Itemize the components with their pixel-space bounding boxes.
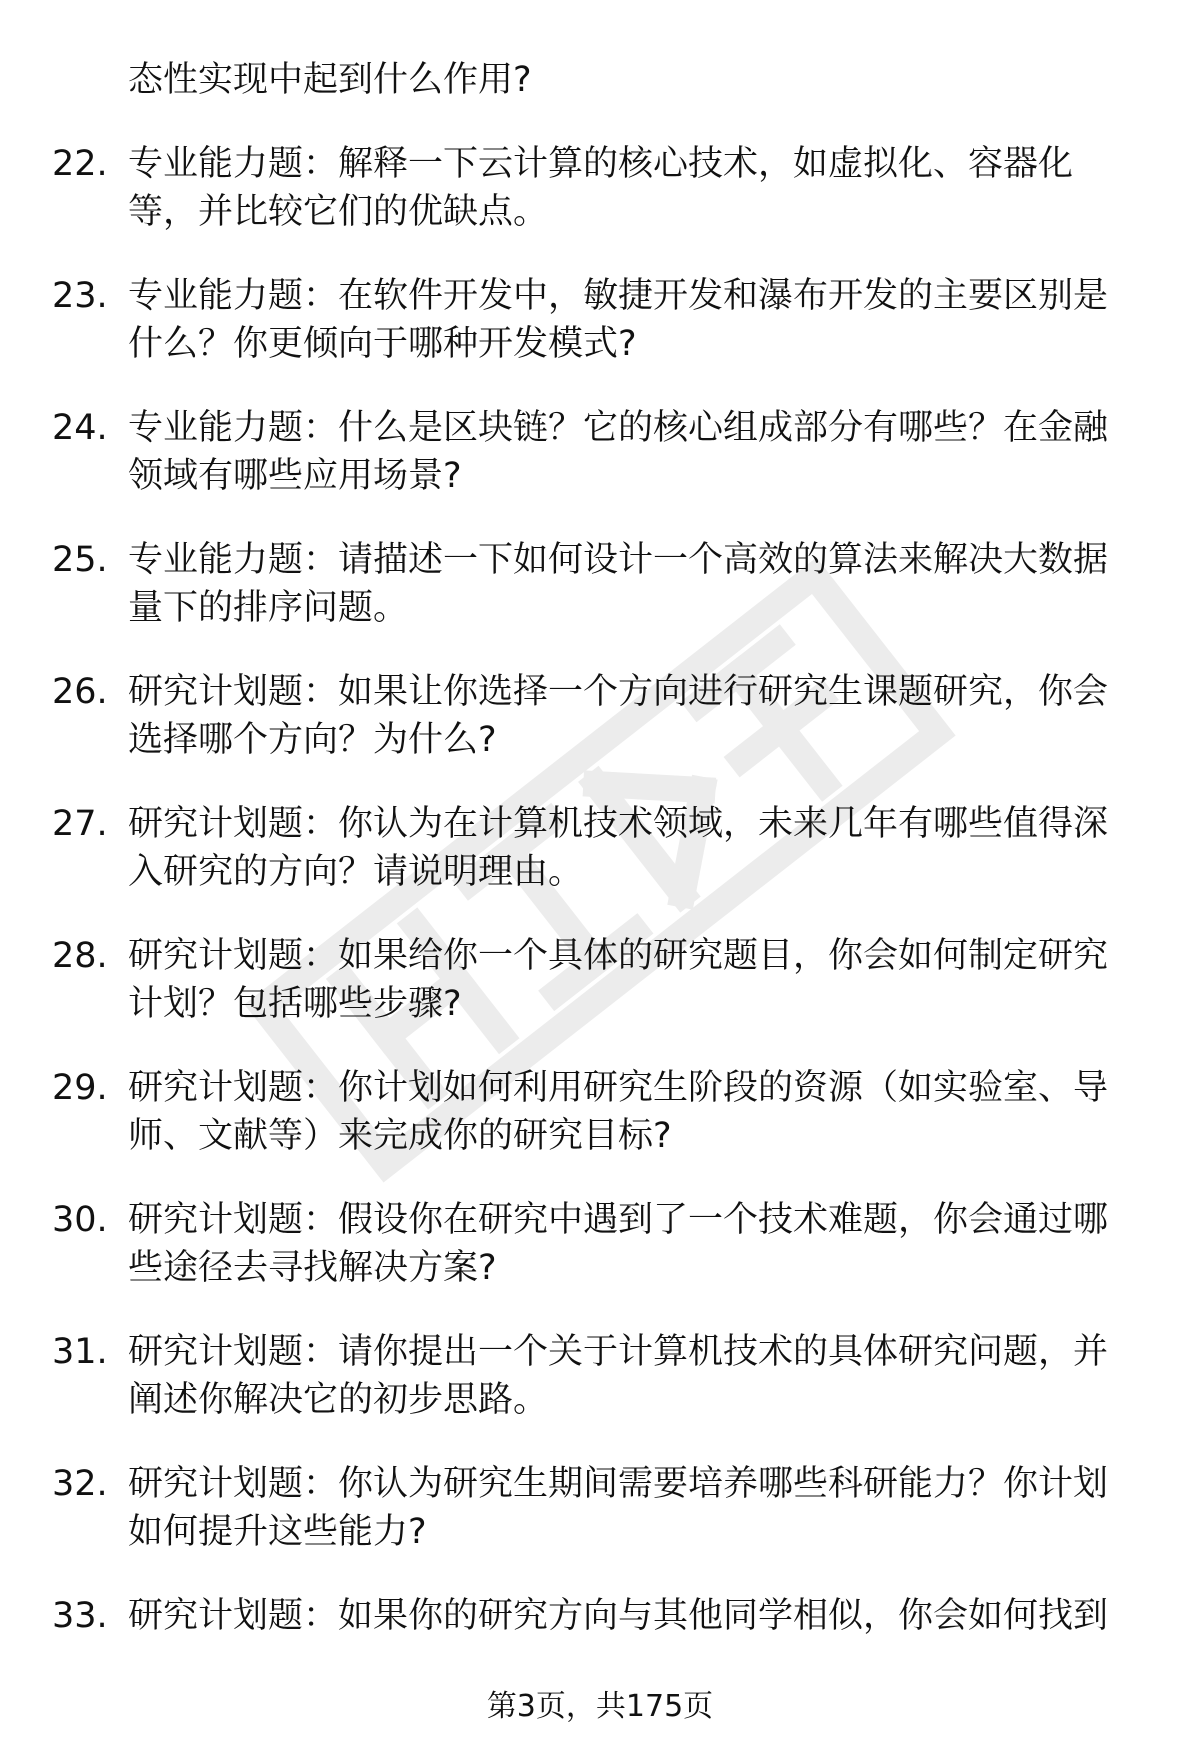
list-item bbox=[0, 272, 1200, 368]
item-line: 研究计划题：如果给你一个具体的研究题目，你会如何制定研究 bbox=[128, 936, 1109, 976]
item-text bbox=[128, 1592, 1138, 1688]
list-item bbox=[0, 1460, 1200, 1556]
item-text bbox=[128, 1328, 1138, 1424]
list-item bbox=[0, 800, 1200, 896]
item-line: 专业能力题：什么是区块链？它的核心组成部分有哪些？在金融 bbox=[128, 408, 1109, 448]
item-text bbox=[128, 1196, 1138, 1292]
item-number: 22. bbox=[52, 144, 108, 184]
item-line: 研究计划题：如果你的研究方向与其他同学相似，你会如何找到 bbox=[128, 1596, 1109, 1636]
item-line: 研究计划题：你认为在计算机技术领域，未来几年有哪些值得深 bbox=[128, 804, 1109, 844]
item-number: 31. bbox=[52, 1332, 108, 1372]
item-line: 等，并比较它们的优缺点。 bbox=[128, 192, 549, 232]
page-number: 第3页，共175页 bbox=[486, 1689, 714, 1724]
list-item bbox=[0, 668, 1200, 764]
item-line bbox=[128, 1640, 1138, 1688]
item-text bbox=[128, 536, 1138, 632]
item-text bbox=[128, 1460, 1138, 1556]
item-line: 研究计划题：如果让你选择一个方向进行研究生课题研究，你会 bbox=[128, 672, 1109, 712]
item-line: 研究计划题：假设你在研究中遇到了一个技术难题，你会通过哪 bbox=[128, 1200, 1109, 1240]
item-line: 如何提升这些能力? bbox=[128, 1512, 427, 1552]
item-line: 些途径去寻找解决方案? bbox=[128, 1248, 497, 1288]
list-item bbox=[0, 404, 1200, 500]
question-list bbox=[0, 56, 1200, 1688]
item-line: 量下的排序问题。 bbox=[128, 588, 409, 628]
item-line: 领域有哪些应用场景? bbox=[128, 456, 462, 496]
item-number: 26. bbox=[52, 672, 108, 712]
item-line: 研究计划题：你计划如何利用研究生阶段的资源（如实验室、导 bbox=[128, 1068, 1109, 1108]
item-number: 23. bbox=[52, 276, 108, 316]
item-line: 入研究的方向？请说明理由。 bbox=[128, 852, 584, 892]
item-number: 25. bbox=[52, 540, 108, 580]
item-text bbox=[128, 800, 1138, 896]
item-line: 计划？包括哪些步骤? bbox=[128, 984, 462, 1024]
item-text bbox=[128, 932, 1138, 1028]
list-item bbox=[0, 932, 1200, 1028]
item-line: 阐述你解决它的初步思路。 bbox=[128, 1380, 549, 1420]
item-text bbox=[128, 404, 1138, 500]
item-number: 30. bbox=[52, 1200, 108, 1240]
continued-question-text: 态性实现中起到什么作用? bbox=[128, 60, 532, 100]
list-item bbox=[0, 1196, 1200, 1292]
item-line: 师、文献等）来完成你的研究目标? bbox=[128, 1116, 672, 1156]
item-line: 选择哪个方向？为什么? bbox=[128, 720, 497, 760]
item-line: 专业能力题：在软件开发中，敏捷开发和瀑布开发的主要区别是 bbox=[128, 276, 1109, 316]
item-text bbox=[128, 272, 1138, 368]
item-line: 研究计划题：你认为研究生期间需要培养哪些科研能力？你计划 bbox=[128, 1464, 1109, 1504]
item-line: 专业能力题：请描述一下如何设计一个高效的算法来解决大数据 bbox=[128, 540, 1109, 580]
item-text bbox=[128, 140, 1138, 236]
list-item bbox=[0, 140, 1200, 236]
list-item bbox=[0, 1064, 1200, 1160]
item-number: 29. bbox=[52, 1068, 108, 1108]
list-item bbox=[0, 1328, 1200, 1424]
list-item bbox=[0, 536, 1200, 632]
item-line: 什么？你更倾向于哪种开发模式? bbox=[128, 324, 637, 364]
item-number: 24. bbox=[52, 408, 108, 448]
item-line: 研究计划题：请你提出一个关于计算机技术的具体研究问题，并 bbox=[128, 1332, 1109, 1372]
item-text bbox=[128, 668, 1138, 764]
list-item bbox=[0, 1592, 1200, 1688]
item-text bbox=[128, 1064, 1138, 1160]
item-number: 33. bbox=[52, 1596, 108, 1636]
item-line: 专业能力题：解释一下云计算的核心技术，如虚拟化、容器化 bbox=[128, 144, 1074, 184]
item-number: 27. bbox=[52, 804, 108, 844]
item-number: 28. bbox=[52, 936, 108, 976]
item-number: 32. bbox=[52, 1464, 108, 1504]
